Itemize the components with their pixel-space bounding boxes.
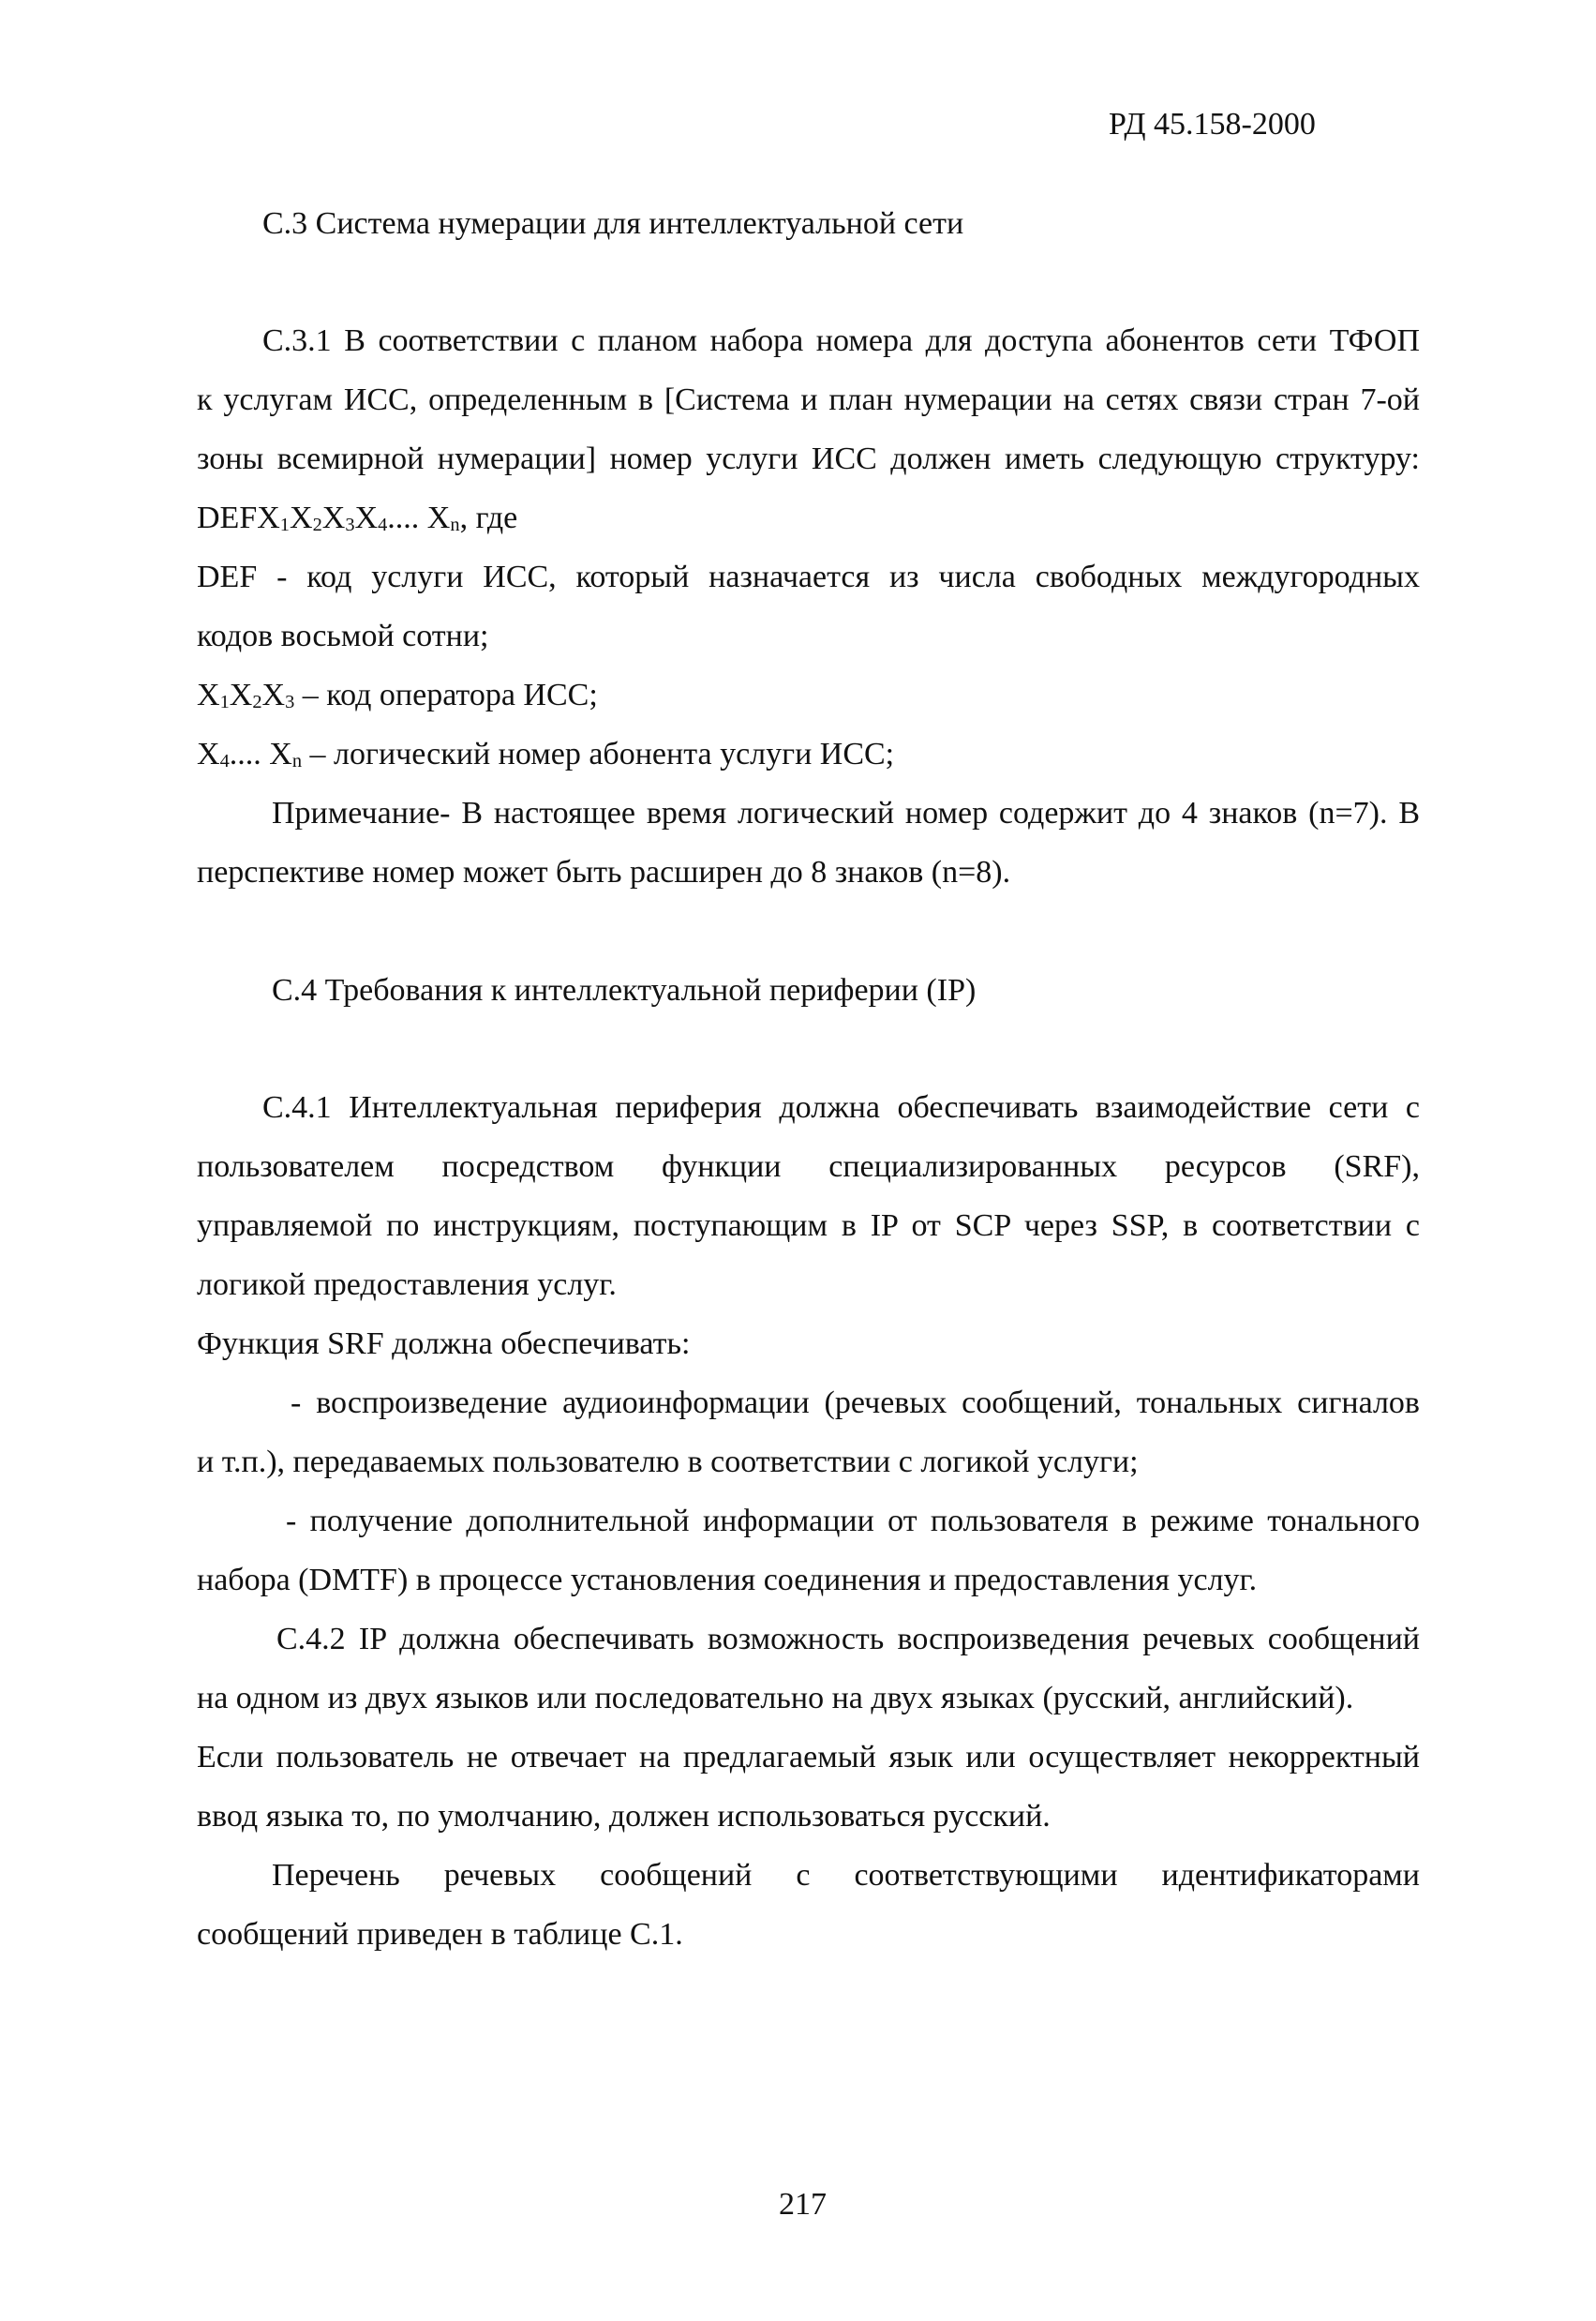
text-line: ввод языка то, по умолчанию, должен использоваться русский.	[197, 1799, 1051, 1834]
text-line: управляемой по инструкциям, поступающим в IP от SCP через SSP, в соответствии с	[197, 1208, 1420, 1243]
page-number: 217	[779, 2187, 827, 2222]
text-line: Функция SRF должна обеспечивать:	[197, 1326, 691, 1361]
section-c4-heading: С.4 Требования к интеллектуальной периферии (IP)	[272, 973, 977, 1008]
logical-number-line: $X_4$.... $X_n$ – логический номер абонента услуги ИСС;	[197, 737, 895, 772]
operator-code-line: $X_1X_2X_3$ – код оператора ИСС;	[197, 678, 598, 713]
text-line: кодов восьмой сотни;	[197, 619, 489, 653]
bullet-line: набора (DMTF) в процессе установления соединения и предоставления услуг.	[197, 1563, 1258, 1597]
text-line: С.4.1 Интеллектуальная периферия должна обеспечивать взаимодействие сети с	[262, 1090, 1420, 1125]
note-line: Примечание- В настоящее время логический номер содержит до 4 знаков (n=7). В	[272, 796, 1420, 831]
section-c3-heading: С.3 Система нумерации для интеллектуальной сети	[262, 206, 964, 241]
text-line: пользователем посредством функции специализированных ресурсов (SRF),	[197, 1149, 1420, 1184]
text-line: Если пользователь не отвечает на предлагаемый язык или осуществляет некорректный	[197, 1740, 1420, 1774]
text-line: сообщений приведен в таблице С.1.	[197, 1917, 683, 1952]
bullet-line: - воспроизведение аудиоинформации (речевых сообщений, тональных сигналов	[291, 1385, 1420, 1420]
text-line: логикой предоставления услуг.	[197, 1267, 617, 1302]
text-line: к услугам ИСС, определенным в [Система и план нумерации на сетях связи стран 7-ой	[197, 382, 1420, 417]
text-line: Перечень речевых сообщений с соответствующими идентификаторами	[272, 1858, 1420, 1893]
document-code: РД 45.158-2000	[1109, 107, 1316, 142]
note-line: перспективе номер может быть расширен до 8 знаков (n=8).	[197, 855, 1011, 890]
text-line: на одном из двух языков или последовательно на двух языках (русский, английский).	[197, 1681, 1354, 1715]
text-line: зоны всемирной нумерации] номер услуги ИСС должен иметь следующую структуру:	[197, 442, 1420, 476]
text-line: С.3.1 В соответствии с планом набора номера для доступа абонентов сети ТФОП	[262, 323, 1420, 358]
text-line: DEF - код услуги ИСС, который назначается из числа свободных междугородных	[197, 560, 1420, 594]
bullet-line: и т.п.), передаваемых пользователю в соответствии с логикой услуги;	[197, 1445, 1139, 1479]
bullet-line: - получение дополнительной информации от пользователя в режиме тонального	[286, 1504, 1420, 1538]
text-line: С.4.2 IP должна обеспечивать возможность воспроизведения речевых сообщений	[276, 1622, 1420, 1656]
number-structure-formula: $DEFX_1X_2X_3X_4$.... $X_n$, где	[197, 501, 518, 536]
